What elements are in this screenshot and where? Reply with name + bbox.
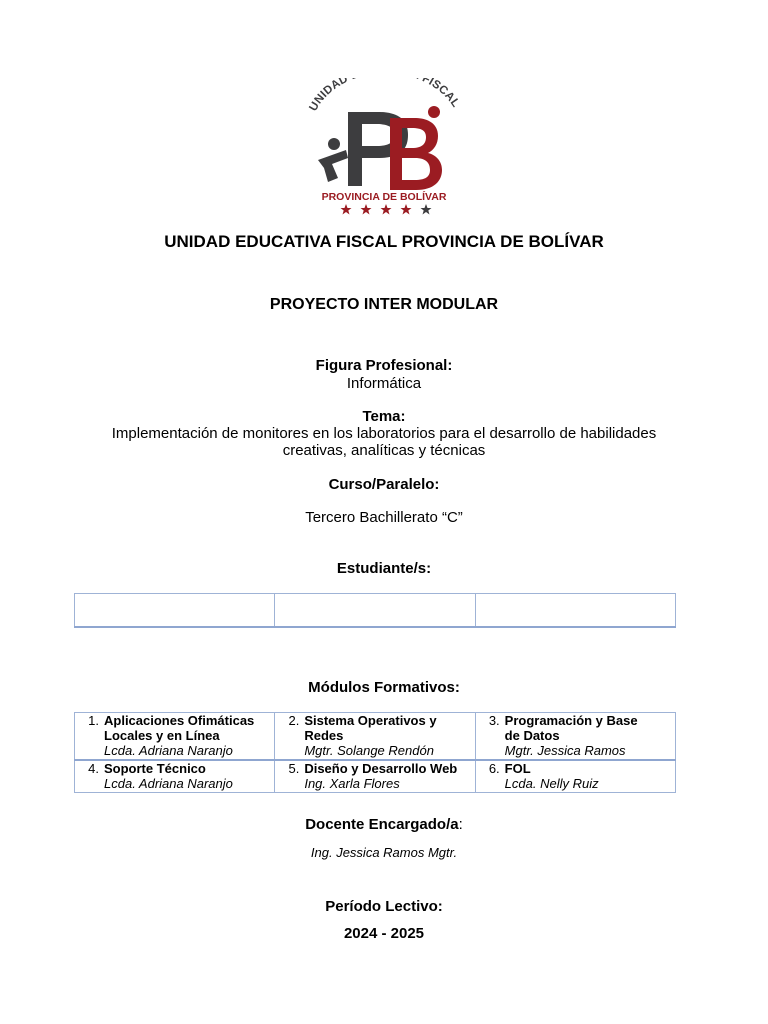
estudiantes-label: Estudiante/s: xyxy=(336,560,432,577)
figura-value: Informática xyxy=(346,375,422,392)
module-number: 6. xyxy=(488,761,500,776)
module-professor: Lcda. Adriana Naranjo xyxy=(104,776,233,791)
tema-label: Tema: xyxy=(362,408,406,425)
module-title: Aplicaciones Ofimáticas xyxy=(104,713,255,728)
module-cell xyxy=(75,713,275,761)
module-professor: Mgtr. Solange Rendón xyxy=(304,743,434,758)
module-title: Soporte Técnico xyxy=(104,761,206,776)
star-icon xyxy=(361,204,372,215)
module-professor: Lcda. Nelly Ruiz xyxy=(504,776,599,791)
student-cell xyxy=(275,594,475,628)
module-title: FOL xyxy=(504,761,531,776)
curso-value: Tercero Bachillerato “C” xyxy=(305,509,463,526)
logo-dark-figure-head xyxy=(328,138,340,150)
logo-caption: PROVINCIA DE BOLÍVAR xyxy=(321,191,447,203)
module-title: Locales y en Línea xyxy=(104,728,220,743)
modules-table xyxy=(74,712,676,793)
module-title: Programación y Base xyxy=(504,713,638,728)
modulos-label: Módulos Formativos: xyxy=(308,679,460,696)
star-icon xyxy=(421,204,432,215)
module-cell xyxy=(275,713,475,761)
periodo-label: Período Lectivo: xyxy=(325,898,443,915)
module-professor: Ing. Xarla Flores xyxy=(304,776,400,791)
logo-arc-text: UNIDAD FISCAL xyxy=(307,78,462,114)
student-cell xyxy=(475,594,675,628)
table-row xyxy=(75,713,676,761)
logo-b-letter xyxy=(390,118,442,190)
star-icon xyxy=(381,204,392,215)
docente-colon: : xyxy=(458,816,463,833)
module-cell xyxy=(475,760,675,793)
module-title: Diseño y Desarrollo Web xyxy=(304,761,458,776)
docente-label-line xyxy=(0,816,768,833)
tema-line-1: Implementación de monitores en los laboratorios para el desarrollo de habilidades xyxy=(111,425,657,442)
star-icon xyxy=(341,204,352,215)
module-cell xyxy=(75,760,275,793)
table-row xyxy=(75,594,676,628)
logo-red-figure-head xyxy=(428,106,440,118)
figura-label: Figura Profesional: xyxy=(315,357,453,374)
module-number: 4. xyxy=(88,761,99,776)
curso-label: Curso/Paralelo: xyxy=(328,476,440,493)
table-row xyxy=(75,760,676,793)
student-cell xyxy=(75,594,275,628)
institution-name: UNIDAD EDUCATIVA FISCAL PROVINCIA DE BOLÍVAR xyxy=(164,232,604,251)
module-professor: Lcda. Adriana Naranjo xyxy=(104,743,233,758)
module-title: de Datos xyxy=(504,728,560,743)
module-number: 5. xyxy=(288,761,300,776)
students-table xyxy=(74,593,676,628)
module-cell xyxy=(275,760,475,793)
module-number: 1. xyxy=(88,713,99,728)
periodo-value: 2024 - 2025 xyxy=(343,925,425,942)
module-professor: Mgtr. Jessica Ramos xyxy=(504,743,626,758)
school-logo-graphic xyxy=(298,78,470,220)
module-title: Sistema Operativos y xyxy=(304,713,437,728)
module-number: 3. xyxy=(488,713,500,728)
logo-stars xyxy=(341,204,412,215)
school-logo xyxy=(298,78,470,220)
project-title: PROYECTO INTER MODULAR xyxy=(269,296,499,313)
module-cell xyxy=(475,713,675,761)
module-title: Redes xyxy=(304,728,344,743)
docente-label: Docente Encargado/a xyxy=(305,816,459,833)
star-icon xyxy=(401,204,412,215)
module-number: 2. xyxy=(288,713,300,728)
docente-value: Ing. Jessica Ramos Mgtr. xyxy=(310,845,458,860)
logo-dark-figure-body xyxy=(318,150,348,182)
tema-line-2: creativas, analíticas y técnicas xyxy=(282,442,486,459)
